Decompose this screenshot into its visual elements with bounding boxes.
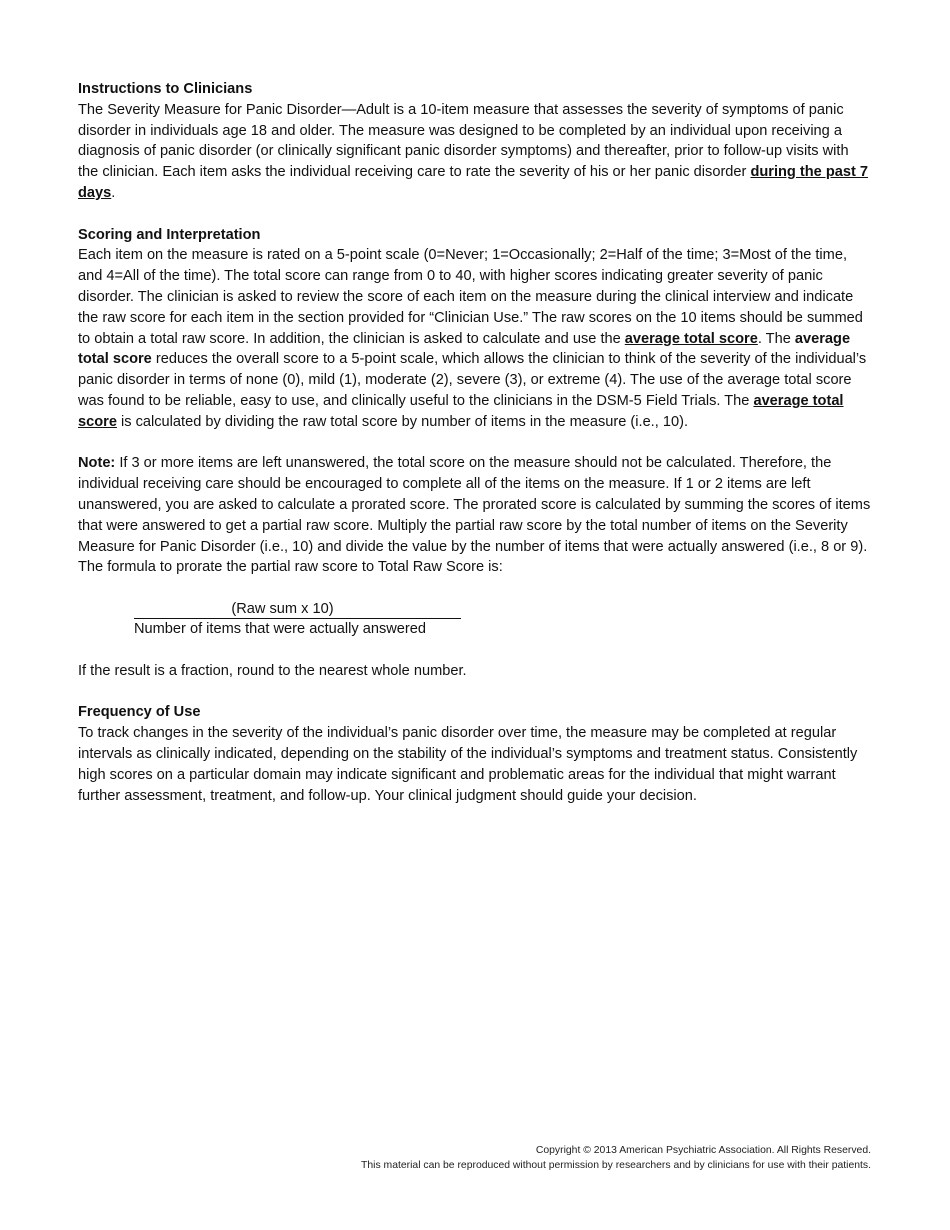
average-total-score-term-1: average total score [624, 330, 758, 347]
rounding-note: If the result is a fraction, round to the nearest whole number. [78, 662, 467, 679]
scoring-paragraph [78, 245, 872, 432]
instructions-heading: Instructions to Clinicians [78, 81, 253, 97]
formula-numerator: (Raw sum x 10) [134, 599, 461, 619]
scoring-text-2: . The [757, 330, 795, 347]
permission-notice: This material can be reproduced without permission by researchers and by clinicians for use with their patients. [361, 1160, 871, 1171]
instructions-text: The Severity Measure for Panic Disorder—Adult is a 10-item measure that assesses the severity of symptoms of panic disorder in individuals age 18 and older. The measure was designed to be completed by an individual upon receiving a diagnosis of panic disorder (or clinically significant panic disorder symptoms) and thereafter, prior to follow-up visits with the clinician. Each item asks the individual receiving care to rate the severity of his or her panic disorder [78, 101, 849, 181]
frequency-paragraph: To track changes in the severity of the individual’s panic disorder over time, the measure may be completed at regular intervals as clinically indicated, depending on the stability of the individual’s symptoms and treatment status. Consistently high scores on a particular domain may indicate significant and problematic areas for the individual that might warrant further assessment, treatment, and follow-up. Your clinical judgment should guide your decision. [78, 725, 858, 804]
note-paragraph [78, 453, 872, 578]
document-body [78, 79, 872, 806]
formula-denominator: Number of items that were actually answered [134, 620, 427, 637]
copyright-notice: Copyright © 2013 American Psychiatric Association. All Rights Reserved. [535, 1145, 871, 1156]
average-total-score-term-bold: average total score [78, 330, 851, 368]
frequency-heading: Frequency of Use [78, 704, 201, 721]
past-7-days-emphasis: during the past 7 days [78, 164, 869, 201]
note-text: If 3 or more items are left unanswered, the total score on the measure should not be calculated. Therefore, the individual receiving care should be encouraged to complete all of the items on the measure. If 1 or 2 items are left unanswered, you are asked to calculate a prorated score. The prorated score is calculated by summing the scores of items that were answered to get a partial raw score. Multiply the partial raw score by the total number of items on the Severity Measure for Panic Disorder (i.e., 10) and divide the value by the number of items that were actually answered (i.e., 8 or 9). The formula to prorate the partial raw score to Total Raw Score is: [78, 455, 871, 576]
prorate-formula [134, 599, 461, 640]
scoring-text-1: Each item on the measure is rated on a 5-point scale (0=Never; 1=Occasionally; 2=Half of the time; 3=Most of the time, and 4=All of the time). The total score can range from 0 to 40, with higher scores indicating greater severity of panic disorder. The clinician is asked to review the score of each item on the measure during the clinical interview and indicate the raw score for each item in the section provided for “Clinician Use.” The raw scores on the 10 items should be summed to obtain a total raw score. In addition, the clinician is asked to calculate and use the [78, 247, 863, 347]
note-label: Note: [78, 455, 116, 472]
scoring-text-4: is calculated by dividing the raw total score by number of items in the measure (i.e., 10). [116, 413, 688, 430]
instructions-paragraph [78, 100, 872, 204]
page-footer [361, 1143, 871, 1173]
scoring-text-3: reduces the overall score to a 5-point scale, which allows the clinician to think of the severity of the individual’s panic disorder in terms of none (0), mild (1), moderate (2), severe (3), or extreme (4). The use of the average total score was found to be reliable, easy to use, and clinically useful to the clinicians in the DSM-5 Field Trials. The [78, 351, 867, 409]
average-total-score-term-2: average total score [78, 392, 844, 430]
instructions-text-end: . [111, 184, 116, 201]
scoring-heading: Scoring and Interpretation [78, 226, 261, 243]
